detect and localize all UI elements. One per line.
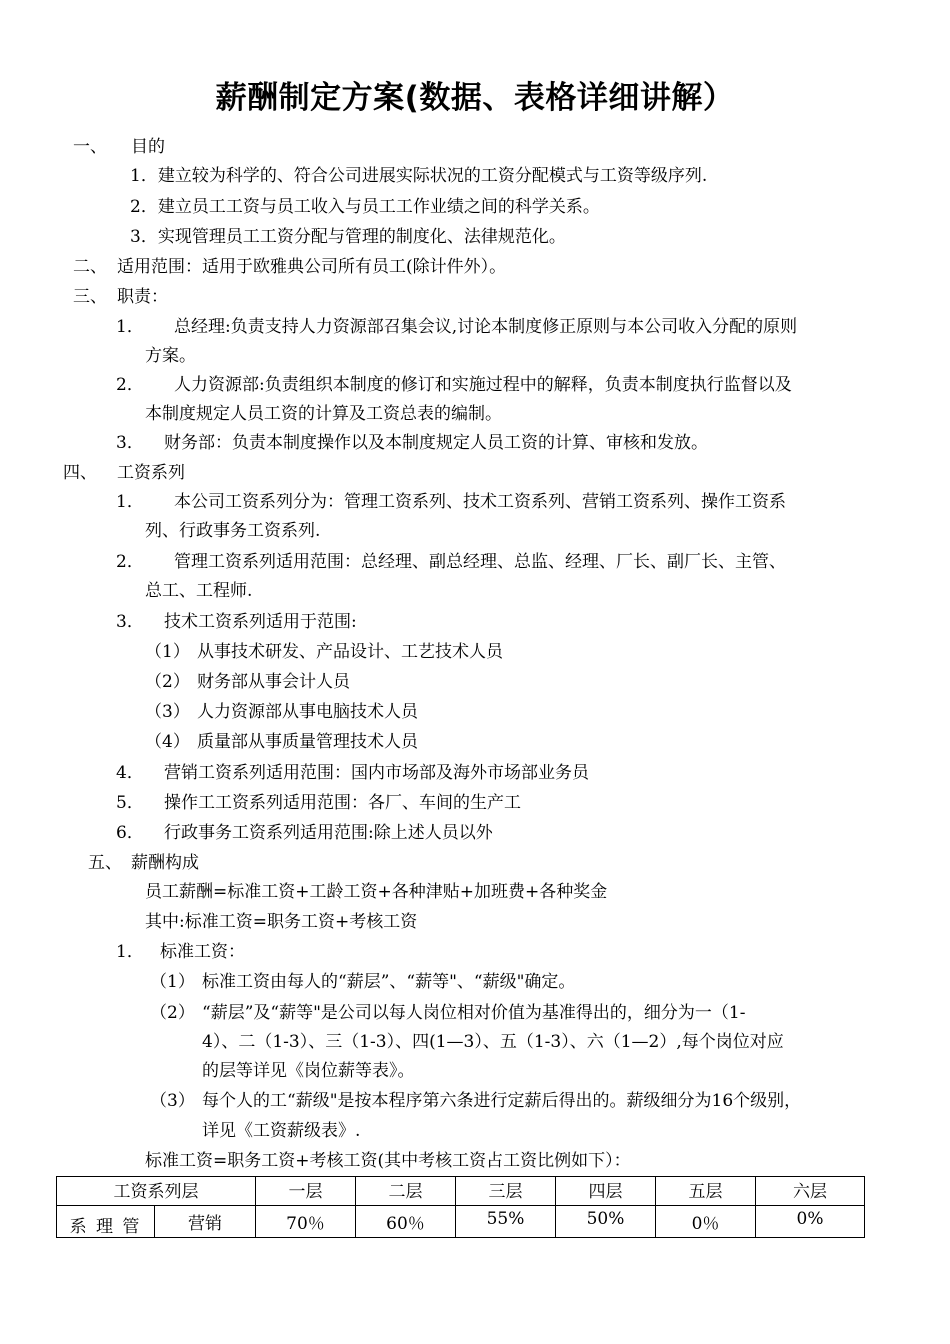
table-header-cell: 五层 — [656, 1177, 756, 1206]
section-4-item-5-text: 操作工工资系列适用范围：各厂、车间的生产工 — [164, 793, 521, 813]
section-3-number: 三、 — [73, 287, 107, 307]
page-title: 薪酬制定方案(数据、表格详细讲解） — [215, 80, 735, 116]
section-4-item-1-line2: 列、行政事务工资系列. — [145, 521, 321, 541]
section-3-item-2-line1: 人力资源部:负责组织本制度的修订和实施过程中的解释，负责本制度执行监督以及 — [174, 375, 792, 395]
section-3-item-1-line1: 总经理:负责支持人力资源部召集会议,讨论本制度修正原则与本公司收入分配的原则 — [174, 317, 798, 337]
section-4-item-5-number: 5． — [116, 793, 144, 813]
section-4-sub-3-text: 人力资源部从事电脑技术人员 — [197, 702, 418, 722]
section-4-item-3 — [116, 611, 357, 633]
section-3-item-1-line2: 方案。 — [145, 346, 196, 366]
table-group-cell: 系 理 管 — [57, 1206, 155, 1238]
section-1-item-1: 1．建立较为科学的、符合公司进展实际状况的工资分配模式与工资等级序列. — [130, 166, 708, 186]
section-5-sub-3 — [150, 1090, 801, 1112]
table-header-cell: 三层 — [456, 1177, 556, 1206]
table-cell: 60％ — [356, 1206, 456, 1238]
table-cell: 55% — [456, 1206, 556, 1238]
section-4-sub-4 — [145, 731, 418, 753]
section-5-sub-2-number: （2） — [150, 1003, 195, 1023]
section-4-sub-2-number: （2） — [145, 672, 190, 692]
table-header-cell: 六层 — [756, 1177, 865, 1206]
section-4-item-4-text: 营销工资系列适用范围：国内市场部及海外市场部业务员 — [164, 763, 589, 783]
section-3-item-3-number: 3． — [116, 433, 144, 453]
section-4-item-2-number: 2． — [116, 552, 144, 572]
section-4-item-2-line2: 总工、工程师. — [145, 581, 253, 601]
section-1-title: 目的 — [131, 137, 165, 157]
table-cell: 70％ — [256, 1206, 356, 1238]
section-5-sub-3-number: （3） — [150, 1091, 195, 1111]
section-4-sub-4-number: （4） — [145, 732, 190, 752]
section-4-item-6-text: 行政事务工资系列适用范围:除上述人员以外 — [164, 823, 493, 843]
section-4-item-4 — [116, 762, 589, 784]
section-5-sub-1 — [150, 971, 575, 993]
section-5-sub-2-line3: 的层等详见《岗位薪等表》。 — [202, 1061, 415, 1081]
section-5-sub-2-line2: 4）、二（1-3）、三（1-3）、四(1—3）、五（1-3）、六（1—2）,每个岗位对应 — [202, 1032, 784, 1052]
section-1-number: 一、 — [73, 137, 107, 157]
section-5-sub-1-number: （1） — [150, 972, 195, 992]
section-5-sub-2 — [150, 1002, 745, 1024]
section-4-sub-1-text: 从事技术研发、产品设计、工艺技术人员 — [197, 642, 503, 662]
section-3-item-2-line2: 本制度规定人员工资的计算及工资总表的编制。 — [145, 404, 502, 424]
section-4-sub-1 — [145, 641, 503, 663]
section-3-item-2-number: 2． — [116, 375, 144, 395]
section-4-sub-2 — [145, 671, 350, 693]
section-1-heading — [73, 136, 165, 158]
salary-formula: 员工薪酬=标准工资+工龄工资+各种津贴+加班费+各种奖金 — [145, 882, 608, 902]
section-2 — [73, 256, 506, 278]
table-intro: 标准工资=职务工资+考核工资(其中考核工资占工资比例如下）： — [145, 1151, 631, 1171]
section-2-text: 适用范围：适用于欧雅典公司所有员工(除计件外）。 — [117, 257, 507, 277]
section-3-item-3-line1: 财务部：负责本制度操作以及本制度规定人员工资的计算、审核和发放。 — [164, 433, 708, 453]
section-5-sub-3-line2: 详见《工资薪级表》. — [202, 1121, 361, 1141]
section-4-item-2-line1: 管理工资系列适用范围：总经理、副总经理、总监、经理、厂长、副厂长、主管、 — [174, 552, 786, 572]
section-2-number: 二、 — [73, 257, 107, 277]
table-cell: 50% — [556, 1206, 656, 1238]
section-4-sub-4-text: 质量部从事质量管理技术人员 — [197, 732, 418, 752]
section-3-item-2 — [116, 374, 792, 396]
table-header-row — [57, 1177, 865, 1206]
section-4-number: 四、 — [63, 463, 97, 483]
section-5-item-1 — [116, 941, 245, 963]
section-4-item-1-number: 1． — [116, 492, 144, 512]
section-4-item-6-number: 6． — [116, 823, 144, 843]
table-header-cell: 一层 — [256, 1177, 356, 1206]
section-4-item-1-line1: 本公司工资系列分为：管理工资系列、技术工资系列、营销工资系列、操作工资系 — [174, 492, 786, 512]
standard-salary-formula: 其中:标准工资=职务工资+考核工资 — [145, 912, 418, 932]
table-row — [57, 1206, 865, 1238]
table-header-cell: 二层 — [356, 1177, 456, 1206]
section-3-item-1-number: 1． — [116, 317, 144, 337]
section-4-item-5 — [116, 792, 521, 814]
section-4-item-6 — [116, 822, 493, 844]
section-5-heading — [88, 852, 199, 874]
assessment-ratio-table — [56, 1176, 865, 1238]
section-3-item-3 — [116, 432, 708, 454]
section-5-sub-3-line1: 每个人的工“薪级"是按本程序第六条进行定薪后得出的。薪级细分为16个级别， — [202, 1091, 802, 1111]
section-5-title: 薪酬构成 — [131, 853, 199, 873]
section-4-sub-1-number: （1） — [145, 642, 190, 662]
section-4-item-4-number: 4． — [116, 763, 144, 783]
section-3-heading — [73, 286, 168, 308]
section-5-sub-1-line1: 标准工资由每人的“薪层”、“薪等"、“薪级"确定。 — [202, 972, 576, 992]
section-5-item-1-text: 标准工资： — [160, 942, 245, 962]
section-5-number: 五、 — [88, 853, 122, 873]
section-4-item-2 — [116, 551, 786, 573]
section-3-title: 职责： — [117, 287, 168, 307]
section-4-sub-3 — [145, 701, 418, 723]
table-cell: 0％ — [656, 1206, 756, 1238]
section-4-item-3-line1: 技术工资系列适用于范围: — [164, 612, 357, 632]
section-5-sub-2-line1: “薪层”及“薪等"是公司以每人岗位相对价值为基准得出的，细分为一（1- — [202, 1003, 746, 1023]
section-4-item-3-number: 3． — [116, 612, 144, 632]
section-4-title: 工资系列 — [117, 463, 185, 483]
section-3-item-1 — [116, 316, 797, 338]
section-4-heading — [63, 462, 185, 484]
table-header-cell: 工资系列层 — [57, 1177, 256, 1206]
section-4-sub-3-number: （3） — [145, 702, 190, 722]
table-cell: 0% — [756, 1206, 865, 1238]
section-4-item-1 — [116, 491, 786, 513]
section-5-item-1-number: 1． — [116, 942, 144, 962]
section-1-item-3: 3．实现管理员工工资分配与管理的制度化、法律规范化。 — [130, 227, 566, 247]
section-1-item-2: 2．建立员工工资与员工收入与员工工作业绩之间的科学关系。 — [130, 197, 600, 217]
table-row-label: 营销 — [155, 1206, 256, 1238]
table-header-cell: 四层 — [556, 1177, 656, 1206]
section-4-sub-2-text: 财务部从事会计人员 — [197, 672, 350, 692]
